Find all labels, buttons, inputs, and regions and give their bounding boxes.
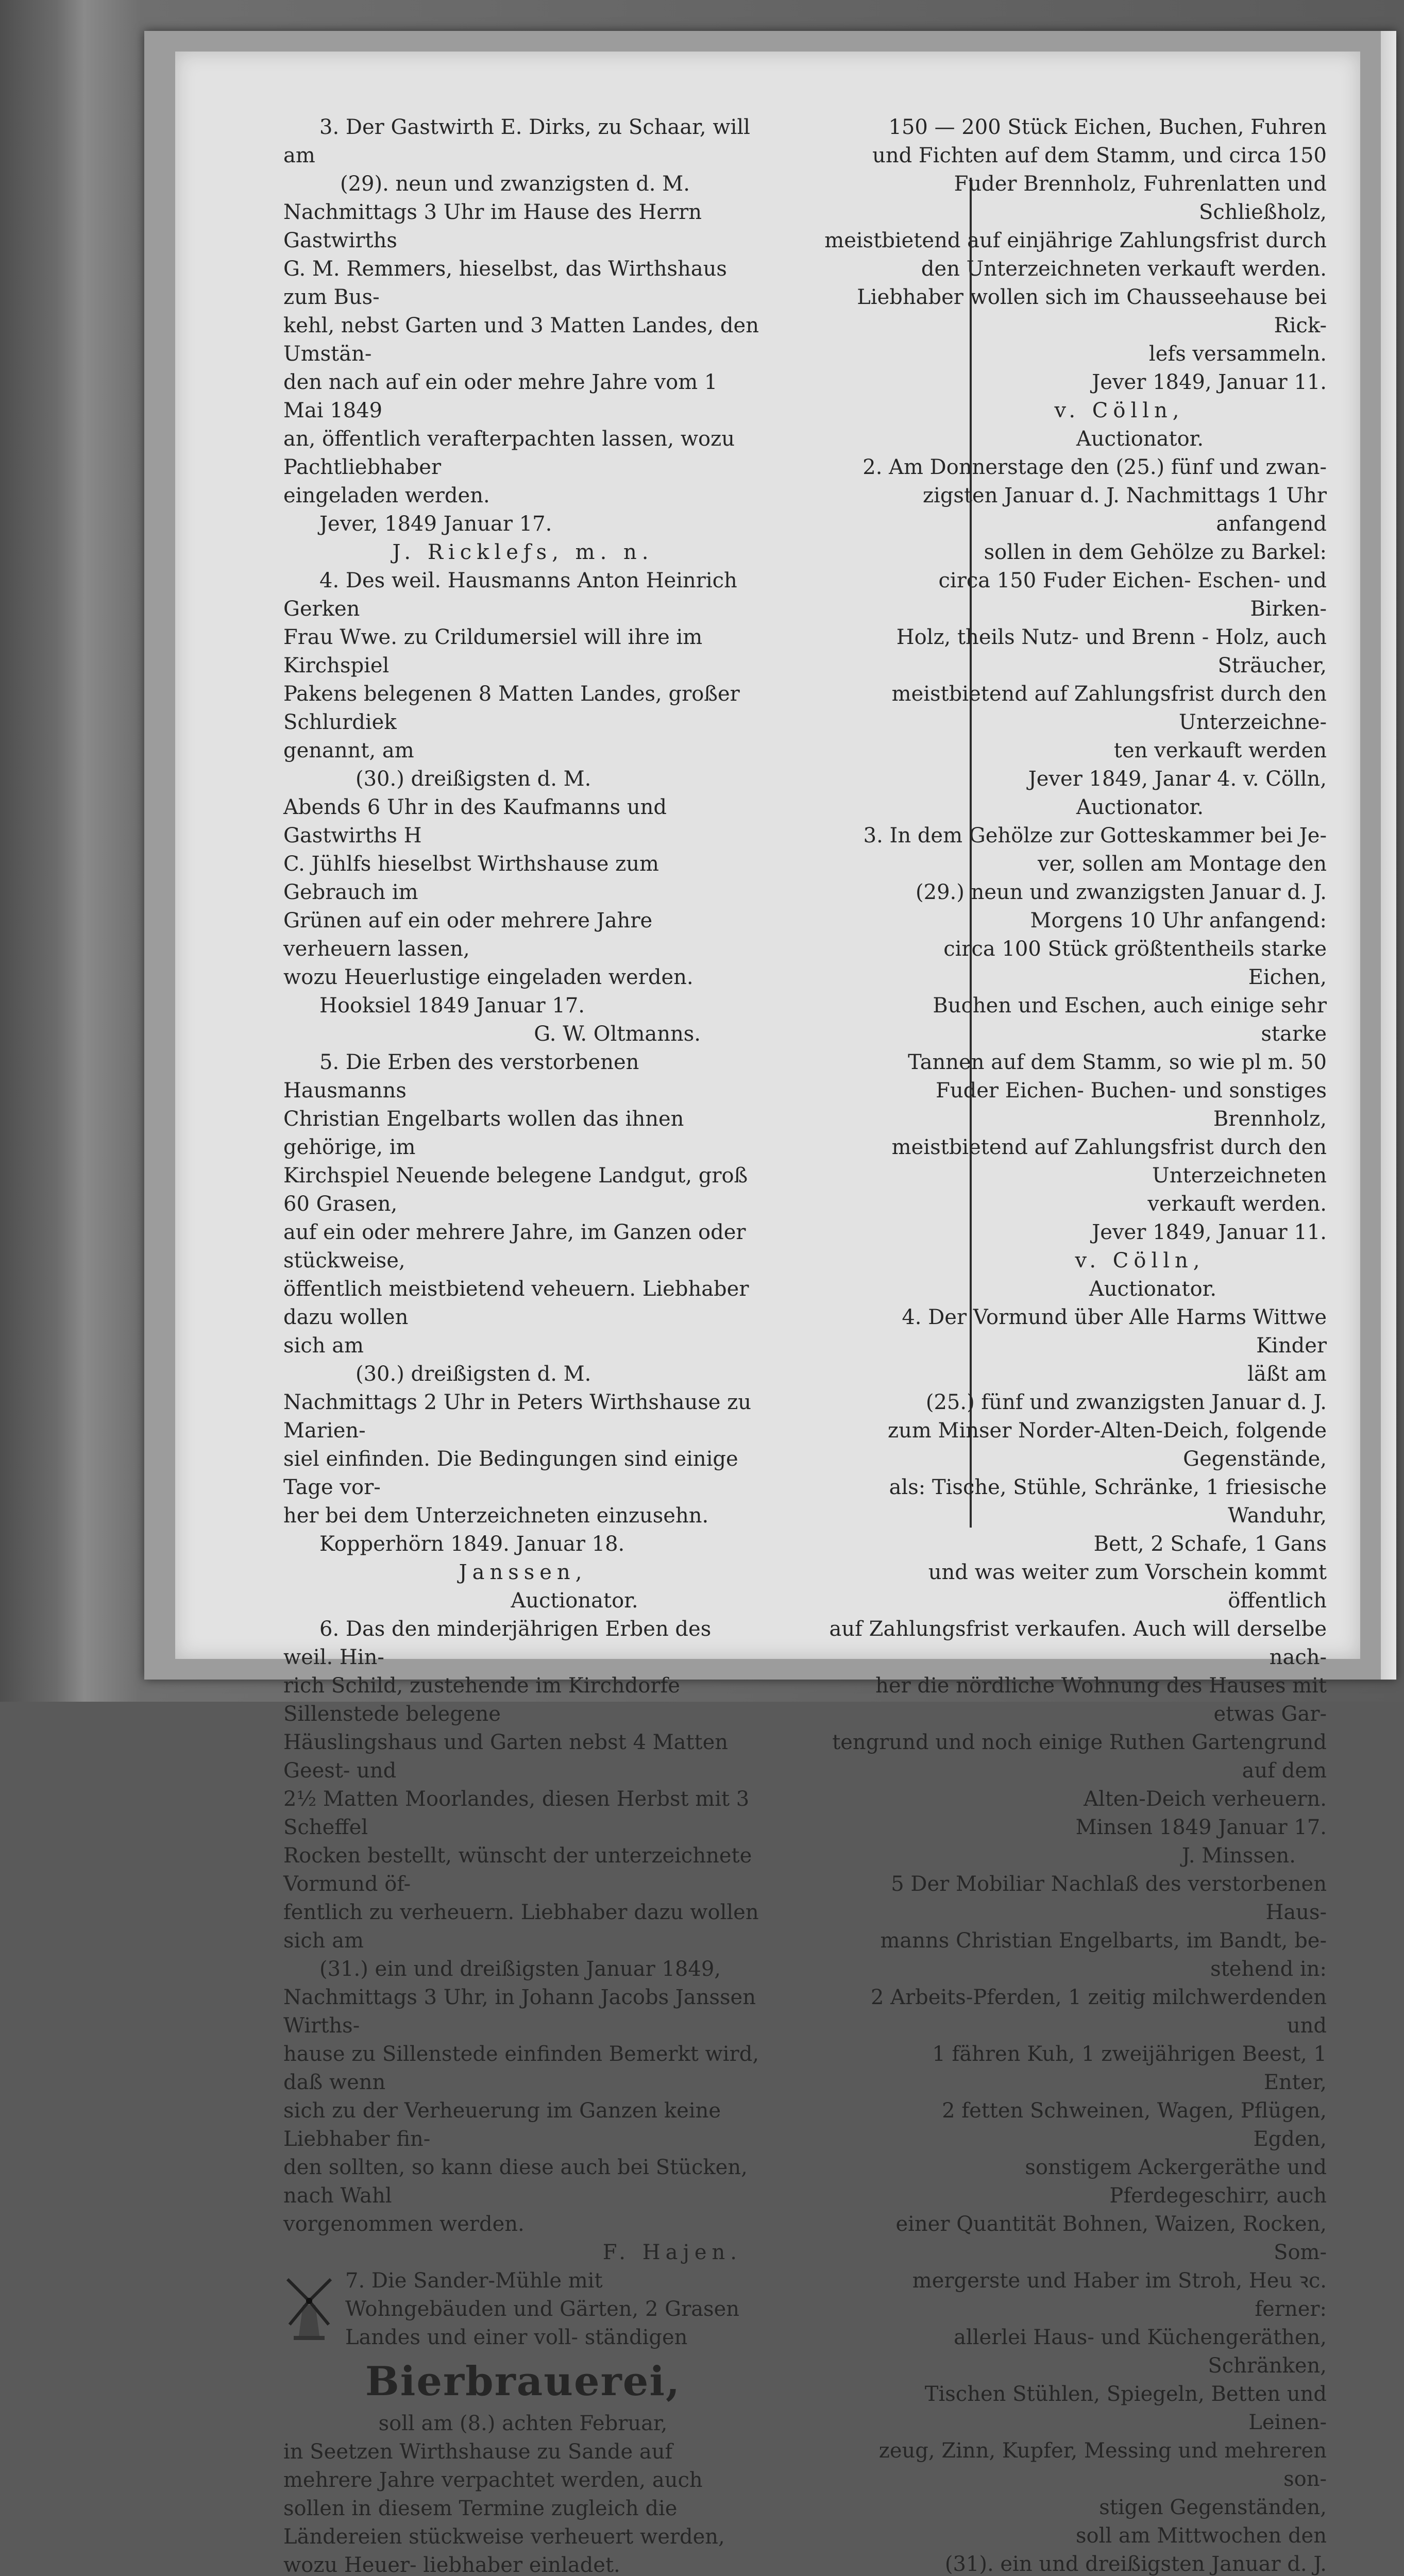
text-line: Rocken bestellt, wünscht der unterzeichnete Vormund öf-	[283, 1844, 752, 1896]
text-line: 3. Der Gastwirth E. Dirks, zu Schaar, will am	[283, 115, 750, 167]
text-line: sich am	[283, 1334, 364, 1358]
text-line: vorgenommen werden.	[283, 2212, 525, 2236]
vergantung-5	[809, 1870, 1327, 2576]
text-line: den sollten, so kann diese auch bei Stücken, nach Wahl	[283, 2156, 748, 2208]
text-line: allerlei Haus- und Küchengeräthen, Schränken,	[954, 2326, 1327, 2378]
text-line: Fuder Brennholz, Fuhrenlatten und Schließholz,	[954, 172, 1327, 224]
text-line: auf Zahlungsfrist verkaufen. Auch will derselbe nach-	[829, 1617, 1327, 1669]
notice-4	[283, 567, 763, 1048]
text-line: ten verkauft werden	[1113, 739, 1327, 762]
vergantung-2	[809, 453, 1327, 822]
vergantung-4	[809, 1303, 1327, 1870]
text-line: verkauft werden.	[1147, 1192, 1327, 1216]
windmill-icon	[283, 2269, 335, 2346]
place-date: Jever 1849, Januar 11.	[1092, 370, 1327, 394]
text-line: Christian Engelbarts wollen das ihnen gehörige, im	[283, 1107, 684, 1159]
newspaper-page	[175, 52, 1360, 2576]
signature: J. Rickleƒs, m. n.	[392, 540, 654, 564]
place-date: Minsen 1849 Januar 17.	[1075, 1816, 1327, 1839]
text-line: öffentlich meistbietend veheuern. Liebhaber dazu wollen	[283, 1277, 749, 1329]
text-line: kehl, nebst Garten und 3 Matten Landes, den Umstän-	[283, 314, 759, 366]
text-line: Sträucher,	[1217, 654, 1327, 677]
text-line: her die nördliche Wohnung des Hauses mit etwas Gar-	[875, 1674, 1327, 1726]
place-date: Jever 1849, Januar 11.	[1092, 1221, 1327, 1244]
date-line: (31.) ein und dreißigsten Januar 1849,	[319, 1957, 721, 1981]
text-line: Kirchspiel Neuende belegene Landgut, groß 60 Grasen,	[283, 1164, 748, 1216]
signature: v. Cölln,	[1075, 1249, 1205, 1273]
text-line: 4. Der Vormund über Alle Harms Wittwe Kinder	[902, 1306, 1327, 1358]
text-line: G. M. Remmers, hieselbst, das Wirthshaus zum Bus-	[283, 257, 727, 309]
vergantung-1-continued	[809, 113, 1327, 453]
text-line: Grünen auf ein oder mehrere Jahre verheuern lassen,	[283, 909, 653, 961]
text-line: genannt, am	[283, 739, 414, 762]
text-line: her bei dem Unterzeichneten einzusehn.	[283, 1504, 709, 1528]
vergantung-3	[809, 822, 1327, 1303]
text-line: Buchen und Eschen, auch einige sehr starke	[933, 994, 1327, 1046]
text-line: eingeladen werden.	[283, 484, 490, 507]
text-line: Nachmittags 3 Uhr im Hause des Herrn Gastwirths	[283, 200, 702, 252]
text-line: manns Christian Engelbarts, im Bandt, be-	[880, 1929, 1327, 1953]
signature: v. Cölln,	[1054, 399, 1185, 422]
date-line: (29). neun und zwanzigsten d. M.	[340, 172, 690, 196]
date-line: (30.) dreißigsten d. M.	[356, 1362, 591, 1386]
text-line: Abends 6 Uhr in des Kaufmanns und Gastwirths H	[283, 795, 667, 848]
text-line: Pakens belegenen 8 Matten Landes, großer Schlurdiek	[283, 682, 740, 734]
text-line: meistbietend auf Zahlungsfrist durch den Unterzeichne-	[891, 682, 1327, 734]
text-line: 1 fähren Kuh, 1 zweijährigen Beest, 1 Enter,	[932, 2042, 1327, 2094]
headline: Bierbrauerei,	[365, 2358, 681, 2405]
text-line: Tischen Stühlen, Spiegeln, Betten und Leinen-	[924, 2382, 1327, 2434]
signature-title: Auctionator.	[1076, 427, 1204, 451]
text-line: siel einfinden. Die Bedingungen sind einige Tage vor-	[283, 1447, 738, 1499]
text-line: und was weiter zum Vorschein kommt öffentlich	[928, 1561, 1327, 1613]
text-line: einer Quantität Bohnen, Waizen, Rocken, Som-	[895, 2212, 1327, 2264]
text-line: Nachmittags 2 Uhr in Peters Wirthshause zu Marien-	[283, 1391, 752, 1443]
date-line: (30.) dreißigsten d. M.	[356, 767, 591, 791]
text-line: sollen in dem Gehölze zu Barkel:	[984, 540, 1327, 564]
text-line: meistbietend auf einjährige Zahlungsfrist durch	[824, 229, 1327, 252]
text-line: wozu Heuerlustige eingeladen werden.	[283, 965, 693, 989]
date-line: (29.) neun und zwanzigsten Januar d. J.	[916, 880, 1327, 904]
signature: F. Hajen.	[602, 2241, 742, 2264]
signature: G. W. Oltmanns.	[534, 1022, 701, 1046]
text-line: an, öffentlich verafterpachten lassen, wozu Pachtliebhaber	[283, 427, 735, 479]
text-line: läßt am	[1247, 1362, 1327, 1386]
place-date: Jever, 1849 Januar 17.	[319, 512, 552, 536]
text-line: in Seetzen Wirthshause zu Sande auf mehrere Jahre verpachtet werden, auch sollen in diesem Termine zugleich die Ländereien stückweise verheuert werden, wozu Heuer- liebhaber einladet.	[283, 2440, 725, 2576]
text-line: Fuder Eichen- Buchen- und sonstiges Brennholz,	[936, 1079, 1327, 1131]
text-line: Nachmittags 3 Uhr, in Johann Jacobs Janssen Wirths-	[283, 1986, 756, 2038]
text-line: stigen Gegenständen,	[1099, 2496, 1327, 2519]
text-line: 2 fetten Schweinen, Wagen, Pflügen, Egden,	[942, 2099, 1327, 2151]
text-line: hause zu Sillenstede einfinden Bemerkt wird, daß wenn	[283, 2042, 759, 2094]
text-line: fentlich zu verheuern. Liebhaber dazu wollen sich am	[283, 1901, 759, 1953]
text-line: C. Jühlfs hieselbst Wirthshause zum Gebrauch im	[283, 852, 659, 904]
text-line: auf ein oder mehrere Jahre, im Ganzen oder stückweise,	[283, 1221, 746, 1273]
text-line: 150 — 200 Stück Eichen, Buchen, Fuhren	[888, 115, 1327, 139]
text-line: Morgens 10 Uhr anfangend:	[1030, 909, 1327, 933]
text-line: Alten-Deich verheuern.	[1084, 1787, 1327, 1811]
text-line: meistbietend auf Zahlungsfrist durch den Unterzeichneten	[891, 1136, 1327, 1188]
text-line: lefs versammeln.	[1148, 342, 1327, 366]
text-line: Holz, theils Nutz- und Brenn - Holz, auch	[896, 625, 1327, 649]
text-line: zeug, Zinn, Kupfer, Messing und mehreren son-	[878, 2439, 1327, 2491]
date-line: soll am (8.) achten Februar,	[378, 2412, 668, 2435]
signature-title: Auctionator.	[511, 1589, 638, 1613]
text-line: 5 Der Mobiliar Nachlaß des verstorbenen Haus-	[891, 1872, 1327, 1924]
place-date: Kopperhörn 1849. Januar 18.	[319, 1532, 625, 1556]
text-line: Häuslingshaus und Garten nebst 4 Matten Geest- und	[283, 1731, 729, 1783]
text-line: ferner:	[1255, 2297, 1327, 2321]
text-line: Bett, 2 Schafe, 1 Gans	[1093, 1532, 1327, 1556]
text-line: und Fichten auf dem Stamm, und circa 150	[872, 144, 1327, 167]
text-line: den Unterzeichneten verkauft werden.	[921, 257, 1327, 281]
text-line: 7. Die Sander-Mühle mit Wohngebäuden und Gärten, 2 Grasen Landes und einer voll- ständigen	[345, 2269, 739, 2349]
place-date-signature: Jever 1849, Janar 4. v. Cölln,	[1028, 767, 1327, 791]
text-line: 2. Am Donnerstage den (25.) fünf und zwan-	[862, 455, 1327, 479]
text-line: als: Tische, Stühle, Schränke, 1 friesische Wanduhr,	[889, 1476, 1327, 1528]
text-line: 3. In dem Gehölze zur Gotteskammer bei Je-	[863, 824, 1327, 848]
date-line: (25.) fünf und zwanzigsten Januar d. J.	[925, 1391, 1327, 1414]
text-line: circa 100 Stück größtentheils starke Eichen,	[943, 937, 1327, 989]
text-line: mergerste und Haber im Stroh, Heu ꝛc.	[912, 2269, 1327, 2293]
text-line: den nach auf ein oder mehre Jahre vom 1 Mai 1849	[283, 370, 718, 422]
signature: J. Minssen.	[1181, 1844, 1296, 1868]
text-line: soll am Mittwochen den	[1076, 2524, 1327, 2548]
right-column	[809, 113, 1327, 2576]
text-line: 2 Arbeits-Pferden, 1 zeitig milchwerdenden und	[870, 1986, 1327, 2038]
notice-3	[283, 113, 763, 567]
text-line: 6. Das den minderjährigen Erben des weil. Hin-	[283, 1617, 712, 1669]
text-line: 5. Die Erben des verstorbenen Hausmanns	[283, 1050, 639, 1103]
notice-5	[283, 1048, 763, 1615]
notice-6	[283, 1615, 763, 2267]
text-line: 4. Des weil. Hausmanns Anton Heinrich Gerken	[283, 569, 737, 621]
text-line: sonstigem Ackergeräthe und Pferdegeschirr, auch	[1025, 2156, 1327, 2208]
text-line: Frau Wwe. zu Crildumersiel will ihre im Kirchspiel	[283, 625, 703, 677]
board-edge	[1381, 31, 1396, 1680]
text-line: zum Minser Norder-Alten-Deich, folgende Gegenstände,	[888, 1419, 1327, 1471]
text-line: circa 150 Fuder Eichen- Eschen- und Birken-	[938, 569, 1327, 621]
text-line: ver, sollen am Montage den	[1037, 852, 1327, 876]
left-column	[283, 113, 763, 2576]
place-date: Hooksiel 1849 Januar 17.	[319, 994, 585, 1018]
text-line: 2½ Matten Moorlandes, diesen Herbst mit 3 Scheffel	[283, 1787, 750, 1839]
signature: Janssen,	[459, 1561, 587, 1584]
signature-title: Auctionator.	[1089, 1277, 1217, 1301]
text-line: Tannen auf dem Stamm, so wie pl m. 50	[908, 1050, 1327, 1074]
text-line: Liebhaber wollen sich im Chausseehause bei Rick-	[857, 285, 1327, 337]
text-line: stehend in:	[1210, 1957, 1327, 1981]
signature-title: Auctionator.	[1076, 795, 1204, 819]
text-line: sich zu der Verheuerung im Ganzen keine Liebhaber fin-	[283, 2099, 721, 2151]
date-line: (31). ein und dreißigsten Januar d. J.	[944, 2552, 1327, 2576]
text-line: tengrund und noch einige Ruthen Gartengrund auf dem	[832, 1731, 1327, 1783]
notice-7-advertisement	[283, 2267, 763, 2576]
text-line: zigsten Januar d. J. Nachmittags 1 Uhr anfangend	[922, 484, 1327, 536]
text-line: rich Schild, zustehende im Kirchdorfe Sillenstede belegene	[283, 1674, 680, 1726]
